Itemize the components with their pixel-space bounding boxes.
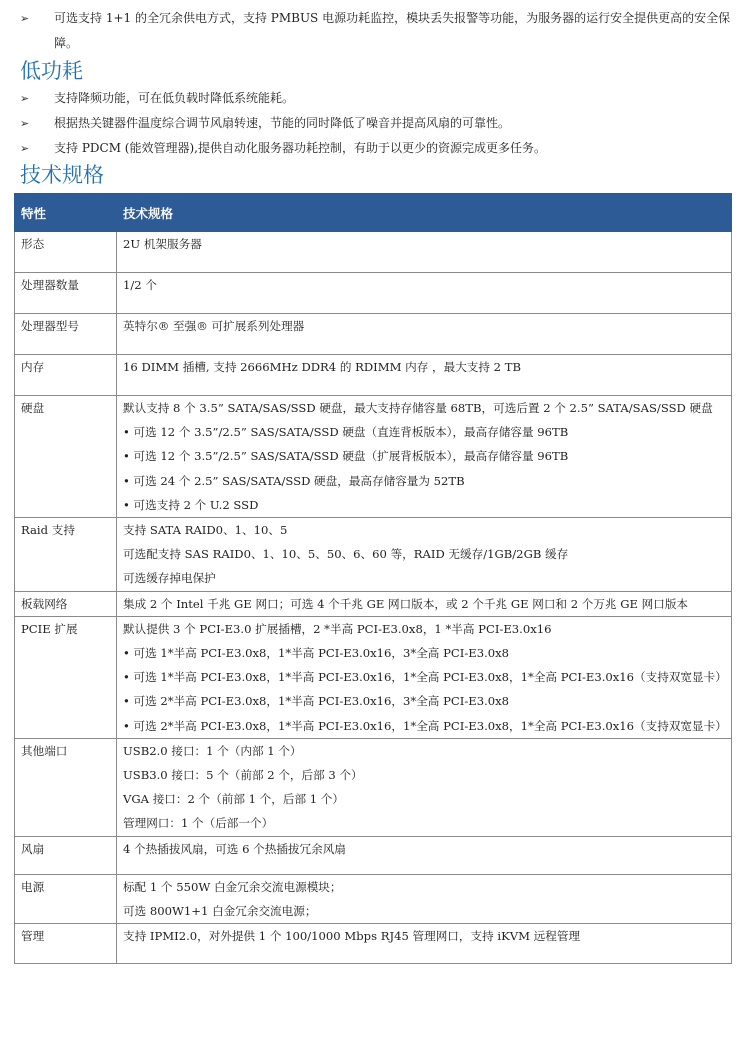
table-row xyxy=(15,396,732,518)
table-row xyxy=(15,232,732,273)
spec-bullet-line: • 可选 12 个 3.5”/2.5” SAS/SATA/SSD 硬盘（直连背板版本），最高存储容量 96TB xyxy=(123,425,569,440)
spec-line: 可选缓存掉电保护 xyxy=(123,571,216,586)
spec-line: 16 DIMM 插槽, 支持 2666MHz DDR4 的 RDIMM 内存 ，最大支持 2 TB xyxy=(123,360,521,374)
row-value xyxy=(117,874,732,923)
dot-bullet-icon: • xyxy=(123,646,130,661)
spec-line: 1/2 个 xyxy=(123,278,157,292)
spec-line: USB2.0 接口：1 个（内部 1 个） xyxy=(123,743,302,758)
low-power-bullet-text: 支持 PDCM (能效管理器),提供自动化服务器功耗控制，有助于以更少的资源完成更多任务。 xyxy=(54,141,546,155)
spec-line: 支持 IPMI2.0，对外提供 1 个 100/1000 Mbps RJ45 管理网口，支持 iKVM 远程管理 xyxy=(123,929,581,944)
table-row xyxy=(15,591,732,616)
arrow-bullet-icon: ➢ xyxy=(20,117,30,130)
spec-line: 集成 2 个 Intel 千兆 GE 网口；可选 4 个千兆 GE 网口版本，或 2 个千兆 GE 网口和 2 个万兆 GE 网口版本 xyxy=(123,596,689,611)
dot-bullet-icon: • xyxy=(123,473,130,488)
column-header-feature: 特性 xyxy=(15,194,117,232)
spec-line: 可选配支持 SAS RAID0、1、10、5、50、6、60 等，RAID 无缓存/1GB/2GB 缓存 xyxy=(123,547,569,562)
spec-bullet-line: • 可选 2*半高 PCI-E3.0x8，1*半高 PCI-E3.0x16，3*全高 PCI-E3.0x8 xyxy=(123,694,510,709)
row-value xyxy=(117,836,732,874)
table-row xyxy=(15,616,732,738)
spec-line: 支持 SATA RAID0、1、10、5 xyxy=(123,523,288,538)
row-value xyxy=(117,518,732,592)
row-label: 处理器数量 xyxy=(15,273,117,314)
spec-bullet-line: • 可选支持 2 个 U.2 SSD xyxy=(123,497,259,512)
row-label: 板载网络 xyxy=(15,591,117,616)
spec-line: VGA 接口：2 个（前部 1 个，后部 1 个） xyxy=(123,792,344,807)
row-label: 处理器型号 xyxy=(15,314,117,355)
row-value xyxy=(117,591,732,616)
table-row xyxy=(15,738,732,836)
spec-line: 标配 1 个 550W 白金冗余交流电源模块； xyxy=(123,879,342,894)
low-power-heading: 低功耗 xyxy=(20,59,83,83)
row-label: 内存 xyxy=(15,355,117,396)
row-value xyxy=(117,924,732,964)
arrow-bullet-icon: ➢ xyxy=(20,92,30,105)
table-row xyxy=(15,874,732,923)
row-value xyxy=(117,314,732,355)
dot-bullet-icon: • xyxy=(123,718,130,733)
table-row xyxy=(15,924,732,964)
spec-line: 默认提供 3 个 PCI-E3.0 扩展插槽，2 *半高 PCI-E3.0x8，1 *半高 PCI-E3.0x16 xyxy=(123,621,552,636)
row-value xyxy=(117,232,732,273)
spec-line: 管理网口：1 个（后部一个） xyxy=(123,816,274,831)
row-value xyxy=(117,355,732,396)
dot-bullet-icon: • xyxy=(123,425,130,440)
dot-bullet-icon: • xyxy=(123,449,130,464)
row-value xyxy=(117,738,732,836)
spec-line: 默认支持 8 个 3.5” SATA/SAS/SSD 硬盘，最大支持存储容量 68TB，可选后置 2 个 2.5” SATA/SAS/SSD 硬盘 xyxy=(123,401,713,415)
intro-bullet xyxy=(20,6,735,56)
row-label: 管理 xyxy=(15,924,117,964)
low-power-bullet-text: 根据热关键器件温度综合调节风扇转速，节能的同时降低了噪音并提高风扇的可靠性。 xyxy=(54,116,511,130)
low-power-bullet-text: 支持降频功能，可在低负载时降低系统能耗。 xyxy=(54,91,295,105)
row-label: 电源 xyxy=(15,874,117,923)
arrow-bullet-icon: ➢ xyxy=(20,12,30,25)
row-value xyxy=(117,396,732,518)
table-row xyxy=(15,355,732,396)
column-header-spec: 技术规格 xyxy=(117,194,732,232)
row-label: Raid 支持 xyxy=(15,518,117,592)
arrow-bullet-icon: ➢ xyxy=(20,142,30,155)
low-power-bullet xyxy=(20,111,735,136)
table-row xyxy=(15,518,732,592)
spec-line: USB3.0 接口：5 个（前部 2 个，后部 3 个） xyxy=(123,768,363,783)
dot-bullet-icon: • xyxy=(123,670,130,685)
spec-bullet-line: • 可选 24 个 2.5” SAS/SATA/SSD 硬盘，最高存储容量为 52TB xyxy=(123,473,465,488)
row-label: 硬盘 xyxy=(15,396,117,518)
low-power-bullet xyxy=(20,136,735,161)
table-row xyxy=(15,836,732,874)
spec-bullet-line: • 可选 12 个 3.5”/2.5” SAS/SATA/SSD 硬盘（扩展背板版本），最高存储容量 96TB xyxy=(123,449,569,464)
dot-bullet-icon: • xyxy=(123,497,130,512)
spec-line: 2U 机架服务器 xyxy=(123,237,202,251)
spec-line: 英特尔® 至强® 可扩展系列处理器 xyxy=(123,319,305,333)
row-label: 形态 xyxy=(15,232,117,273)
dot-bullet-icon: • xyxy=(123,694,130,709)
row-value xyxy=(117,273,732,314)
spec-line: 可选 800W1+1 白金冗余交流电源； xyxy=(123,903,317,918)
spec-table xyxy=(14,193,732,964)
specs-heading: 技术规格 xyxy=(20,163,104,187)
row-value xyxy=(117,616,732,738)
spec-bullet-line: • 可选 1*半高 PCI-E3.0x8，1*半高 PCI-E3.0x16，1*全高 PCI-E3.0x8，1*全高 PCI-E3.0x16（支持双宽显卡） xyxy=(123,670,727,685)
row-label: 其他端口 xyxy=(15,738,117,836)
spec-bullet-line: • 可选 1*半高 PCI-E3.0x8，1*半高 PCI-E3.0x16，3*全高 PCI-E3.0x8 xyxy=(123,646,510,661)
low-power-bullet xyxy=(20,86,735,111)
spec-table-header xyxy=(15,194,732,232)
spec-line: 4 个热插拔风扇，可选 6 个热插拔冗余风扇 xyxy=(123,841,346,856)
intro-bullet-text: 可选支持 1+1 的全冗余供电方式，支持 PMBUS 电源功耗监控，模块丢失报警等功能，为服务器的运行安全提供更高的安全保障。 xyxy=(54,11,731,50)
row-label: 风扇 xyxy=(15,836,117,874)
table-row xyxy=(15,314,732,355)
spec-bullet-line: • 可选 2*半高 PCI-E3.0x8，1*半高 PCI-E3.0x16，1*全高 PCI-E3.0x8，1*全高 PCI-E3.0x16（支持双宽显卡） xyxy=(123,718,727,733)
row-label: PCIE 扩展 xyxy=(15,616,117,738)
table-row xyxy=(15,273,732,314)
